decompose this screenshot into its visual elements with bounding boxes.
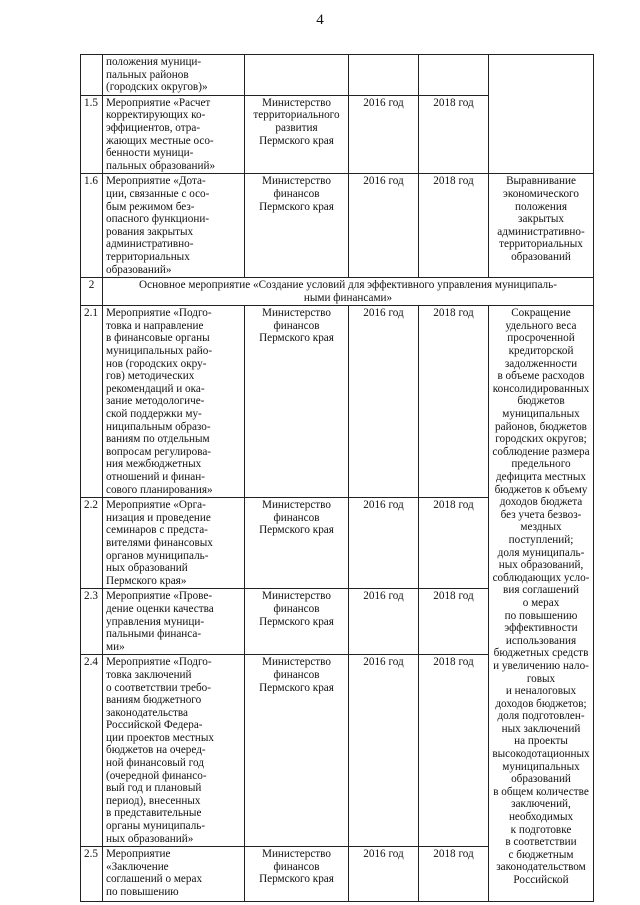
row-number: 2.4 (81, 655, 103, 847)
measure-name: Мероприятие «Дота- ции, связанные с осо- бым режимом без- опасного функциони- рования закрытых административно- территориальных образований» (103, 174, 245, 278)
end-date: 2018 год (419, 847, 489, 902)
end-date: 2018 год (419, 498, 489, 589)
start-date: 2016 год (349, 174, 419, 278)
measure-name: Мероприятие «Прове- дение оценки качества управления муници- пальными финанса- ми» (103, 589, 245, 655)
start-date (349, 55, 419, 96)
expected-result (489, 55, 594, 174)
start-date: 2016 год (349, 655, 419, 847)
executor: Министерство финансов Пермского края (245, 655, 349, 847)
measures-table (80, 54, 594, 902)
row-number: 1.5 (81, 95, 103, 174)
measure-name: Мероприятие «Подго- товка и направление в финансовые органы муниципальных райо- нов (городских окру- гов) методических рекомендаций и ока- зание методологиче- ской поддержки му- ниципальным образо- ваниям по отдельным вопросам регулирова- ния межбюджетных отношений и финан- сового планирования» (103, 306, 245, 498)
row-number: 2.1 (81, 306, 103, 498)
start-date: 2016 год (349, 847, 419, 902)
table-row (81, 174, 594, 278)
measure-name: Мероприятие «Расчет корректирующих ко- эффициентов, отра- жающих местные осо- бенности муници- пальных образований» (103, 95, 245, 174)
row-number: 1.6 (81, 174, 103, 278)
row-number: 2.2 (81, 498, 103, 589)
end-date: 2018 год (419, 655, 489, 847)
end-date: 2018 год (419, 95, 489, 174)
end-date: 2018 год (419, 306, 489, 498)
table-row (81, 55, 594, 96)
end-date: 2018 год (419, 174, 489, 278)
executor (245, 55, 349, 96)
table-row (81, 306, 594, 498)
row-number: 2.3 (81, 589, 103, 655)
measure-name: положения муници- пальных районов (городских округов)» (103, 55, 245, 96)
expected-result: Выравнивание экономического положения закрытых административно- территориальных образований (489, 174, 594, 278)
executor: Министерство финансов Пермского края (245, 306, 349, 498)
measure-name: Мероприятие «Подго- товка заключений о соответствии требо- ваниям бюджетного законодательства Российской Федера- ции проектов местных бюджетов на очеред- ной финансовый год (очередной финансо- вый год и плановый период), внесенных в представительные органы муниципаль- ных образований» (103, 655, 245, 847)
executor: Министерство финансов Пермского края (245, 589, 349, 655)
main-measure-title: Основное мероприятие «Создание условий для эффективного управления муниципаль- ными финансами» (103, 278, 594, 306)
measure-name: Мероприятие «Заключение соглашений о мерах по повышению (103, 847, 245, 902)
start-date: 2016 год (349, 498, 419, 589)
table-row (81, 278, 594, 306)
measure-name: Мероприятие «Орга- низация и проведение семинаров с предста- вителями финансовых органов муниципаль- ных образований Пермского края» (103, 498, 245, 589)
start-date: 2016 год (349, 306, 419, 498)
expected-result: Сокращение удельного веса просроченной кредиторской задолженности в объеме расходов консолидированных бюджетов муниципальных районов, бюджетов городских округов; соблюдение размера предельного дефицита местных бюджетов к объему доходов бюджета без учета безвоз- мездных поступлений; доля муниципаль- ных образований, соблюдающих усло- вия соглашений о мерах по повышению эффективности использования бюджетных средств и увеличению нало- говых и неналоговых доходов бюджетов; доля подготовлен- ных заключений на проекты высокодотационных муниципальных образований в общем количестве заключений, необходимых к подготовке в соответствии с бюджетным законодательством Российской (489, 306, 594, 902)
row-number: 2.5 (81, 847, 103, 902)
row-number (81, 55, 103, 96)
executor: Министерство финансов Пермского края (245, 498, 349, 589)
end-date: 2018 год (419, 589, 489, 655)
end-date (419, 55, 489, 96)
page-number: 4 (316, 12, 324, 28)
executor: Министерство финансов Пермского края (245, 847, 349, 902)
start-date: 2016 год (349, 589, 419, 655)
executor: Министерство территориального развития Пермского края (245, 95, 349, 174)
start-date: 2016 год (349, 95, 419, 174)
executor: Министерство финансов Пермского края (245, 174, 349, 278)
row-number: 2 (81, 278, 103, 306)
